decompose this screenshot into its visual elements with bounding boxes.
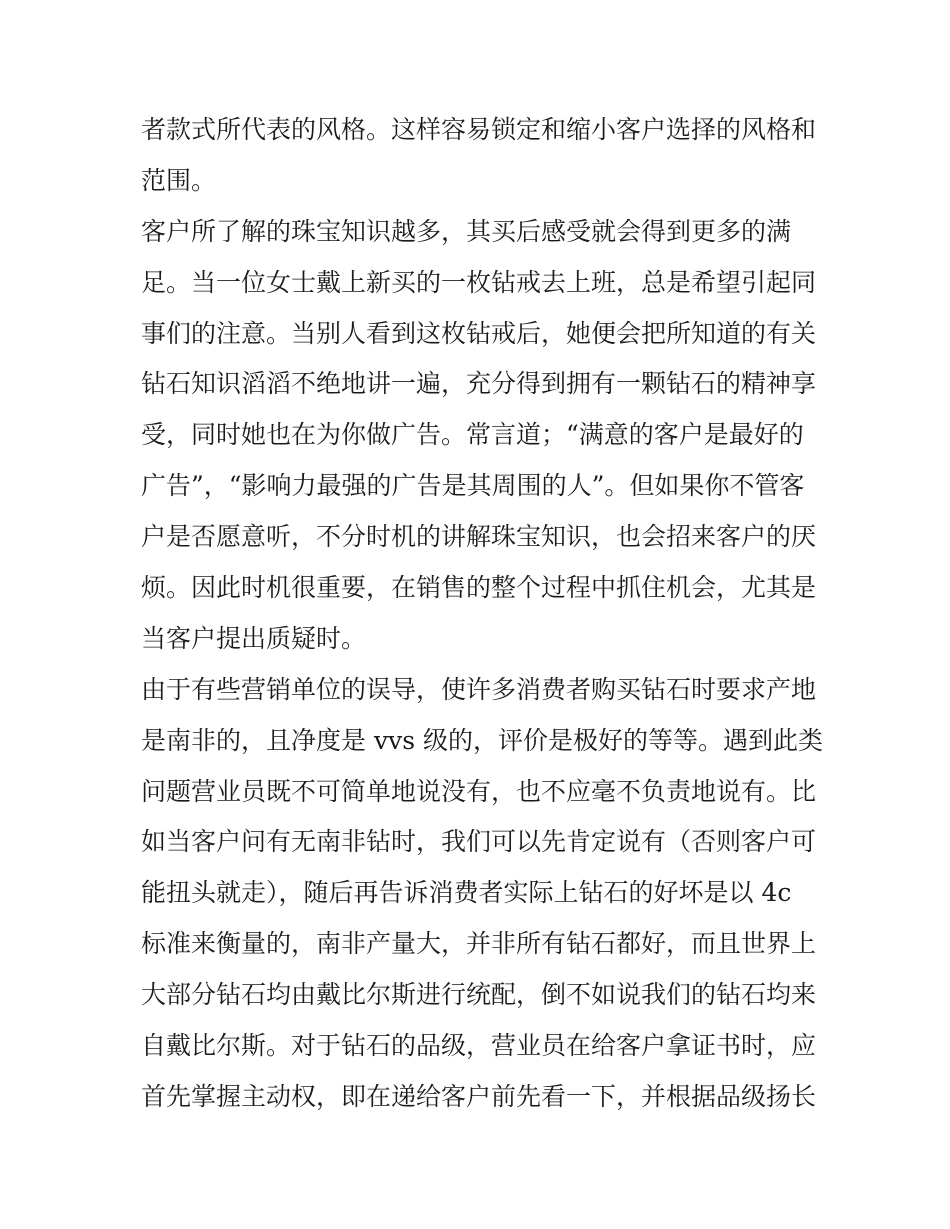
text-line: 事们的注意。当别人看到这枚钻戒后，她便会把所知道的有关 — [141, 318, 817, 348]
text-line: 足。当一位女士戴上新买的一枚钻戒去上班，总是希望引起同 — [141, 267, 817, 297]
text-line: 当客户提出质疑时。 — [141, 623, 367, 653]
text-line: 首先掌握主动权，即在递给客户前先看一下，并根据品级扬长 — [141, 1081, 817, 1111]
text-line: 者款式所代表的风格。这样容易锁定和缩小客户选择的风格和 — [141, 115, 817, 144]
text-line: 客户所了解的珠宝知识越多，其买后感受就会得到更多的满 — [141, 216, 792, 246]
text-line: 由于有些营销单位的误导，使许多消费者购买钻石时要求产地 — [141, 674, 817, 704]
text-line: 受，同时她也在为你做广告。常言道；“满意的客户是最好的 — [141, 420, 804, 450]
text-line: 标准来衡量的，南非产量大，并非所有钻石都好，而且世界上 — [141, 929, 817, 959]
text-line: 户是否愿意听，不分时机的讲解珠宝知识，也会招来客户的厌 — [141, 522, 817, 552]
text-line: 能扭头就走），随后再告诉消费者实际上钻石的好坏是以 4c — [141, 878, 792, 908]
text-line: 是南非的，且净度是 vvs 级的，评价是极好的等等。遇到此类 — [141, 725, 823, 755]
text-line: 如当客户问有无南非钻时，我们可以先肯定说有（否则客户可 — [141, 827, 817, 857]
text-line: 大部分钻石均由戴比尔斯进行统配，倒不如说我们的钻石均来 — [141, 980, 817, 1010]
text-line: 问题营业员既不可简单地说没有，也不应毫不负责地说有。比 — [141, 776, 817, 806]
text-line: 广告”，“影响力最强的广告是其周围的人”。但如果你不管客 — [141, 471, 805, 501]
text-line: 范围。 — [141, 165, 217, 195]
text-line: 钻石知识滔滔不绝地讲一遍，充分得到拥有一颗钻石的精神享 — [141, 369, 817, 399]
text-line: 自戴比尔斯。对于钻石的品级，营业员在给客户拿证书时，应 — [141, 1031, 817, 1061]
body-text — [141, 105, 821, 1123]
text-line: 烦。因此时机很重要，在销售的整个过程中抓住机会，尤其是 — [141, 573, 817, 603]
